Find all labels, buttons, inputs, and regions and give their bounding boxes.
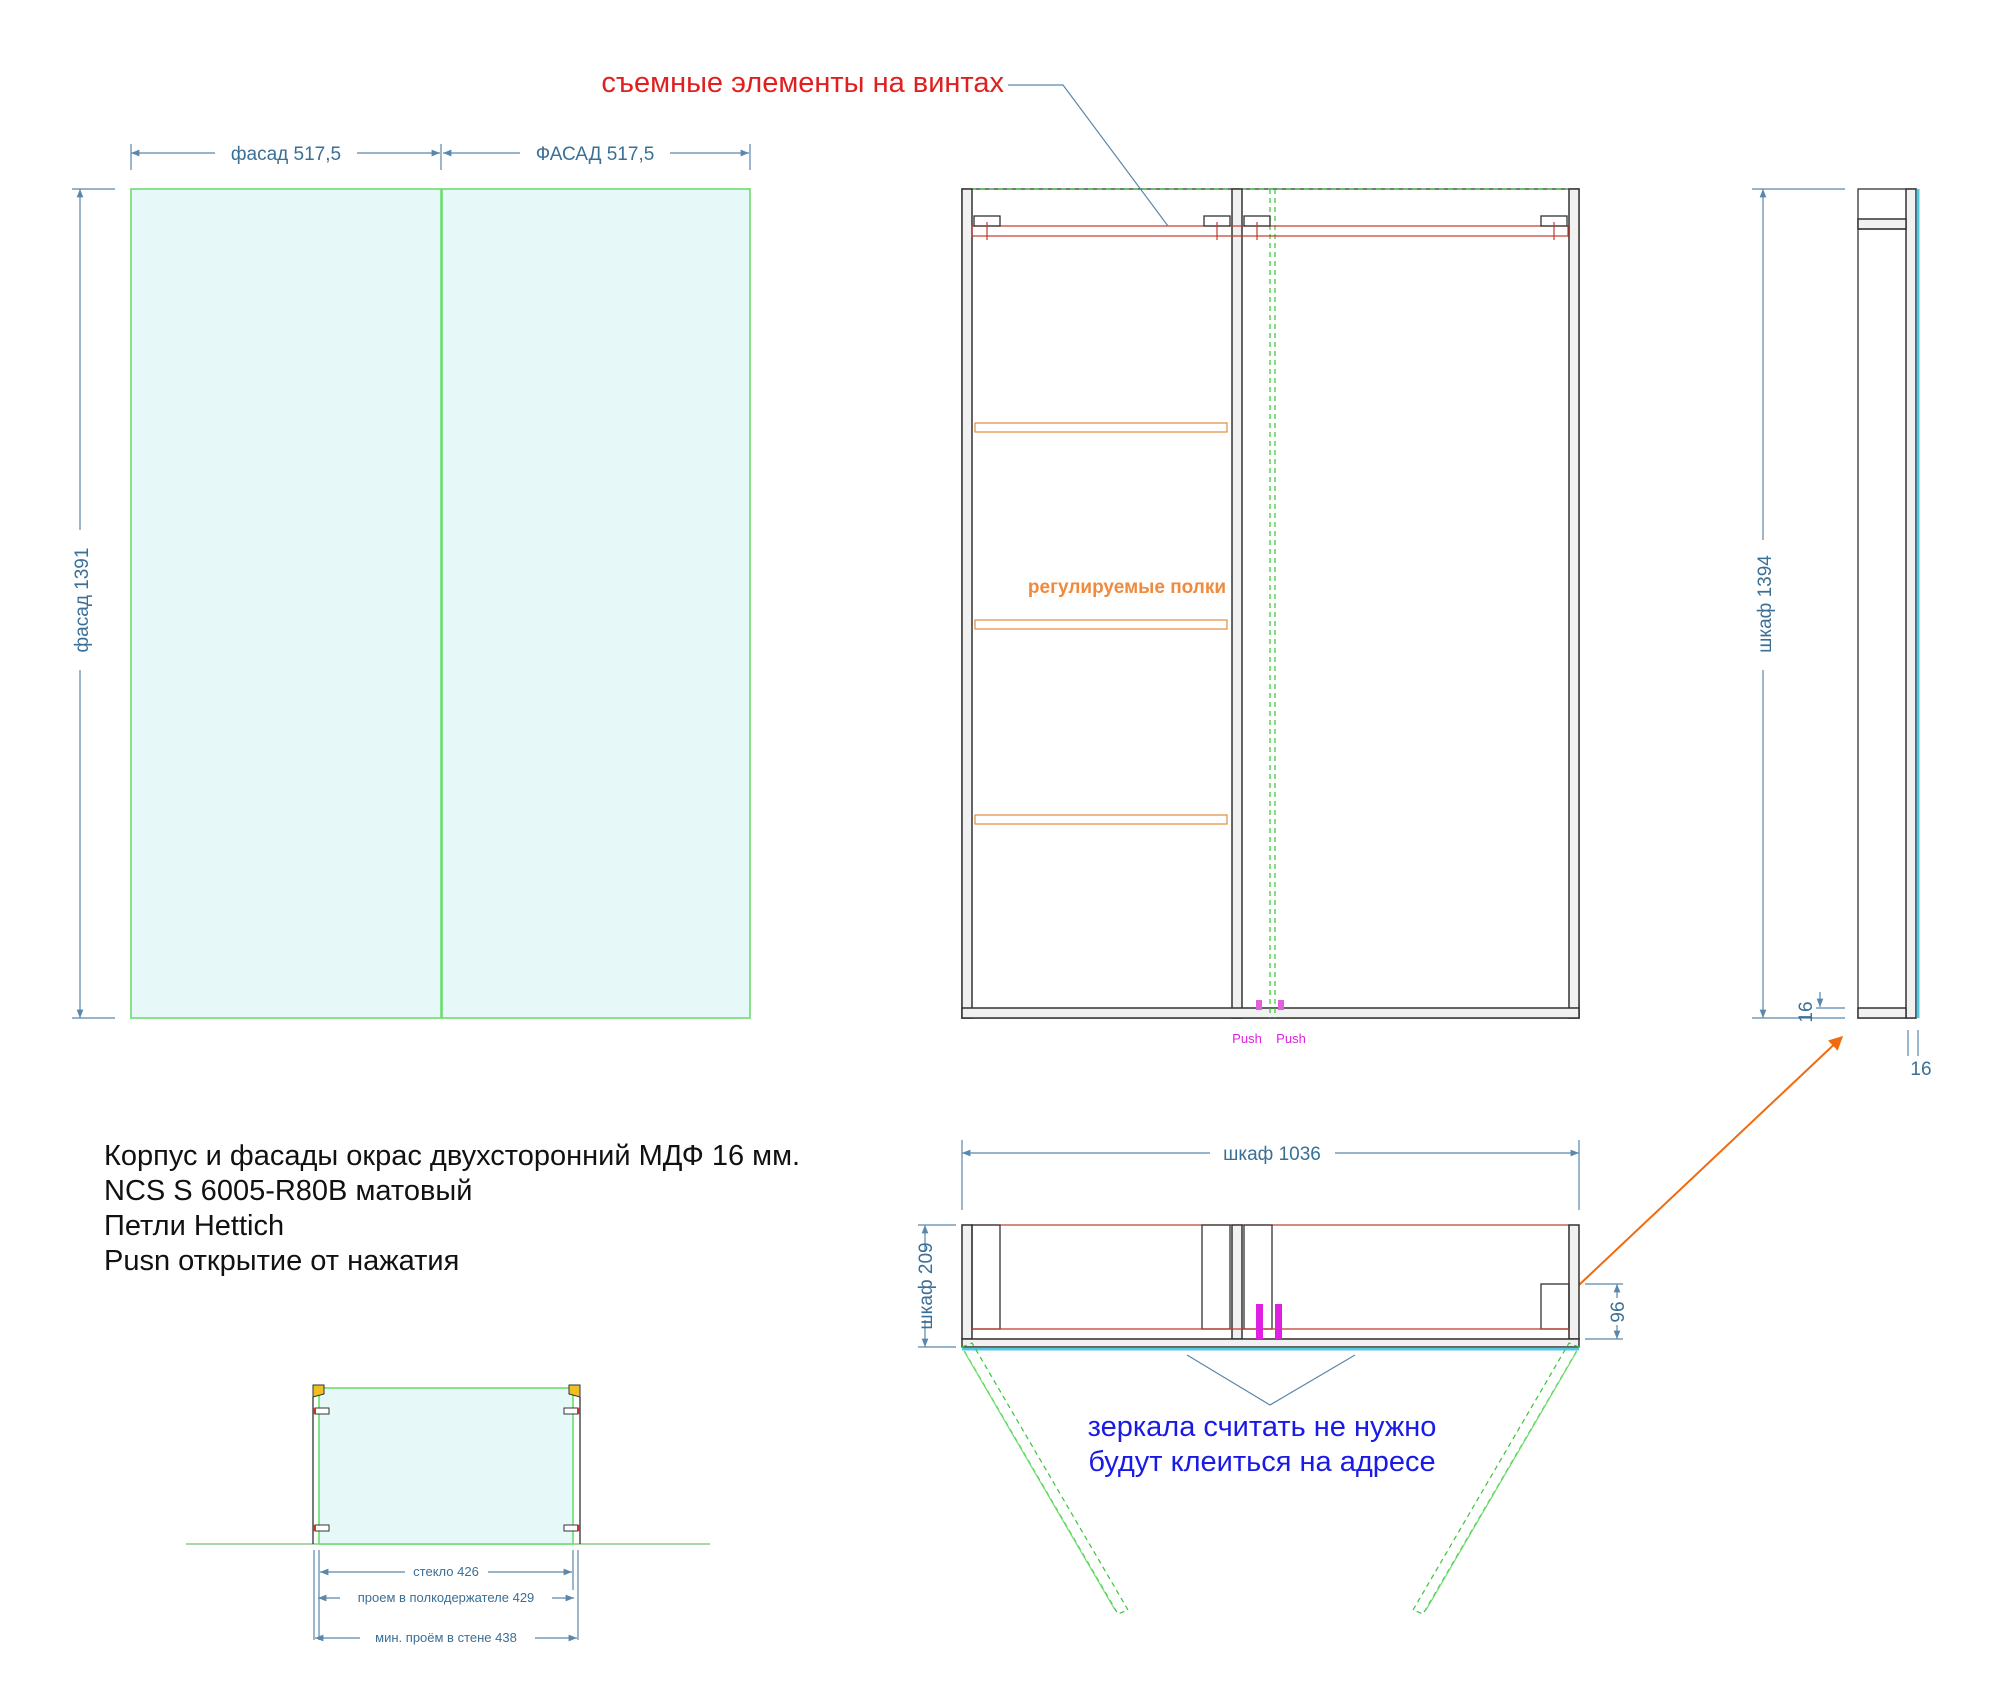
cabinet-width-label: шкаф 1036 bbox=[1223, 1144, 1321, 1165]
glass-detail bbox=[186, 1385, 710, 1645]
glass-width-label: стекло 426 bbox=[413, 1564, 479, 1579]
bottom-thickness-label: 16 bbox=[1796, 1001, 1817, 1023]
facade-right-panel bbox=[442, 189, 750, 1018]
reference-arrow bbox=[1579, 1037, 1842, 1285]
shelf-3 bbox=[975, 815, 1227, 824]
note-line-1: Корпус и фасады окрас двухсторонний МДФ 16 мм. bbox=[104, 1140, 801, 1172]
facade-right-width-label: ФАСАД 517,5 bbox=[535, 144, 655, 165]
push-left-label: Push bbox=[1232, 1031, 1262, 1046]
facade-left-width-label: фасад 517,5 bbox=[230, 144, 342, 165]
removable-elements-label: съемные элементы на винтах bbox=[601, 67, 1004, 99]
shelf-2 bbox=[975, 620, 1227, 629]
side-right bbox=[1569, 189, 1579, 1018]
shelves-label: регулируемые полки bbox=[1027, 577, 1227, 598]
note-line-2: NCS S 6005-R80B матовый bbox=[104, 1175, 473, 1207]
mirror-note-line1: зеркала считать не нужно bbox=[1087, 1411, 1437, 1443]
side-view bbox=[1752, 189, 1932, 1080]
push-latch-left bbox=[1256, 1000, 1262, 1010]
center-divider bbox=[1232, 189, 1242, 1018]
shelf-1 bbox=[975, 423, 1227, 432]
panel-thickness-label: 16 bbox=[1910, 1059, 1932, 1080]
glass-panel bbox=[319, 1388, 573, 1544]
push-right-label: Push bbox=[1276, 1031, 1306, 1046]
side-left bbox=[962, 189, 972, 1018]
cabinet-depth-label: шкаф 209 bbox=[916, 1242, 937, 1330]
top-view bbox=[916, 1140, 1629, 1614]
cabinet-height-label: шкаф 1394 bbox=[1755, 555, 1776, 653]
push-plan-right bbox=[1275, 1304, 1282, 1339]
front-panel-strip bbox=[962, 1339, 1579, 1347]
shelf-opening-label: проем в полкодержателе 429 bbox=[357, 1590, 535, 1605]
note-line-4: Pusn открытие от нажатия bbox=[104, 1245, 460, 1277]
front-view bbox=[72, 144, 750, 1018]
note-line-3: Петли Hettich bbox=[104, 1210, 285, 1242]
push-latch-right bbox=[1278, 1000, 1284, 1010]
spec-notes bbox=[104, 1140, 800, 1277]
facade-left-panel bbox=[131, 189, 441, 1018]
inner-block-label: 96 bbox=[1608, 1301, 1629, 1323]
wall-opening-label: мин. проём в стене 438 bbox=[375, 1630, 517, 1645]
push-plan-left bbox=[1256, 1304, 1263, 1339]
facade-height-label: фасад 1391 bbox=[72, 547, 93, 653]
mirror-note-line2: будут клеиться на адресе bbox=[1088, 1446, 1436, 1478]
